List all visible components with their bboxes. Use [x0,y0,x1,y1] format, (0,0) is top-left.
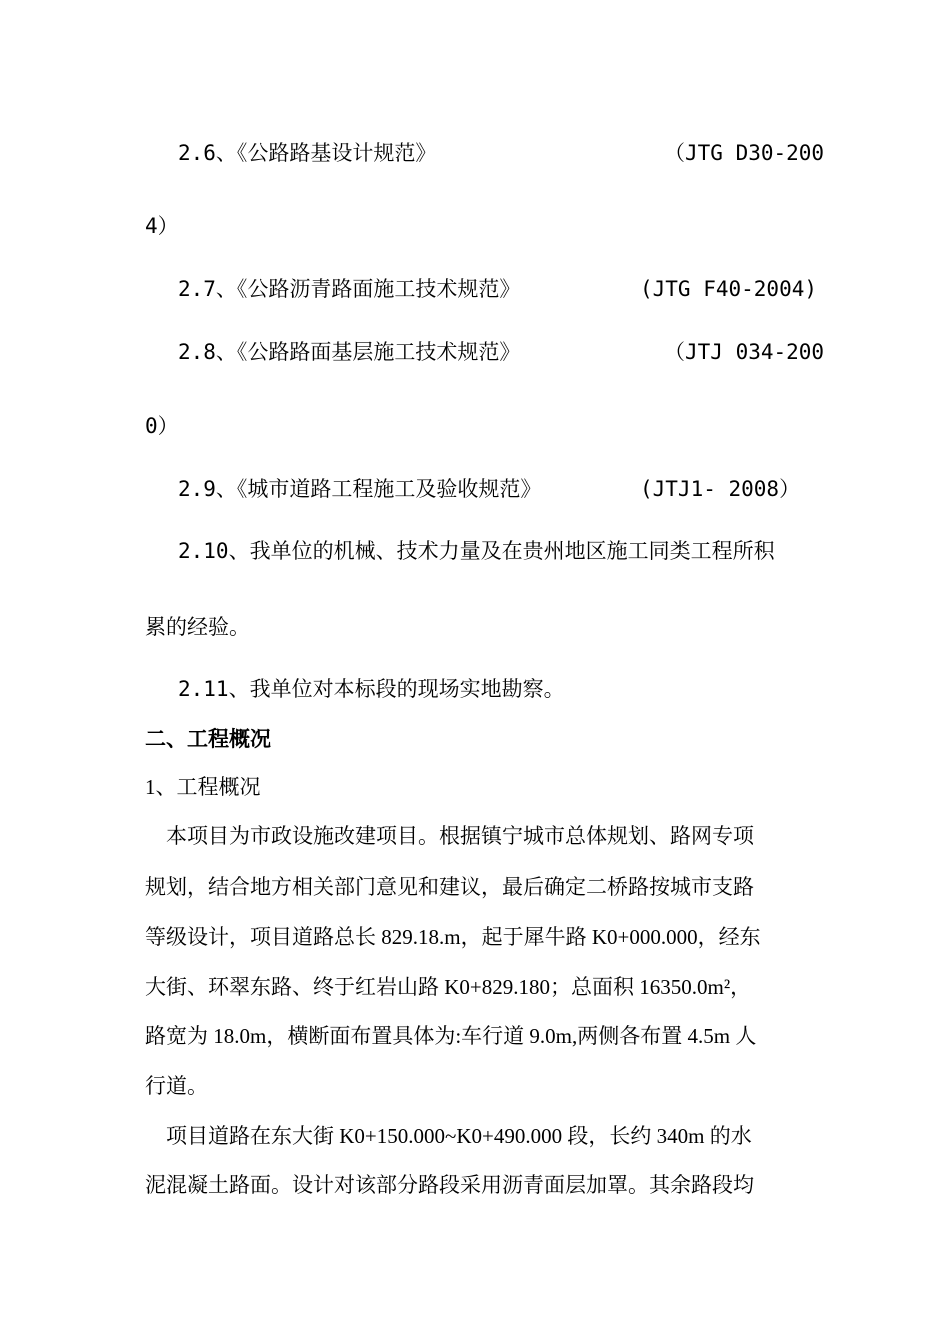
reference-code-2-7: (JTG F40-2004) [640,277,818,301]
paragraph1-line-5: 路宽为 18.0m，横断面布置具体为:车行道 9.0m,两侧各布置 4.5m 人 [145,1024,757,1048]
reference-item-2-6: 2.6、《公路路基设计规范》 [178,141,437,165]
paragraph2-line-2: 泥混凝土路面。设计对该部分路段采用沥青面层加罩。其余路段均 [145,1173,754,1197]
paragraph1-line-6: 行道。 [145,1074,208,1098]
paragraph1-line-4: 大街、环翠东路、终于红岩山路 K0+829.180；总面积 16350.0m²， [145,975,752,999]
reference-item-2-8: 2.8、《公路路面基层施工技术规范》 [178,340,521,364]
reference-code-wrap-2-6: 4） [145,214,179,238]
reference-code-wrap-2-8: 0） [145,414,179,438]
reference-code-2-9: (JTJ1- 2008） [640,477,801,501]
reference-code-2-8: （JTJ 034-200 [664,340,825,364]
reference-item-2-9: 2.9、《城市道路工程施工及验收规范》 [178,477,542,501]
reference-item-2-11: 2.11、我单位对本标段的现场实地勘察。 [178,677,565,701]
reference-code-2-6: （JTG D30-200 [664,141,825,165]
paragraph1-line-1: 本项目为市政设施改建项目。根据镇宁城市总体规划、路网专项 [166,824,754,848]
paragraph2-line-1: 项目道路在东大街 K0+150.000~K0+490.000 段，长约 340m 的水 [166,1124,752,1148]
reference-item-2-7: 2.7、《公路沥青路面施工技术规范》 [178,277,521,301]
paragraph1-line-2: 规划，结合地方相关部门意见和建议，最后确定二桥路按城市支路 [145,875,754,899]
paragraph1-line-3: 等级设计，项目道路总长 829.18.m，起于犀牛路 K0+000.000，经东 [145,925,761,949]
reference-item-2-10-wrap: 累的经验。 [145,615,250,639]
reference-item-2-10: 2.10、我单位的机械、技术力量及在贵州地区施工同类工程所积 [178,539,775,563]
section-heading: 二、工程概况 [145,727,271,751]
subsection-heading: 1、工程概况 [145,775,261,799]
